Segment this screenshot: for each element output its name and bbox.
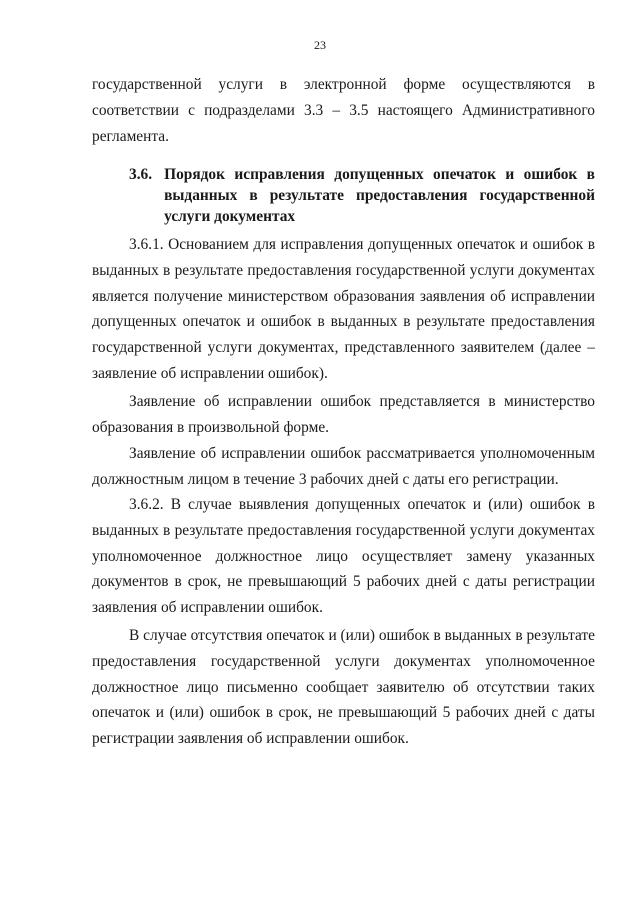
paragraph-3-6-2: 3.6.2. В случае выявления допущенных опечаток и (или) ошибок в выданных в результате предоставления государственной услуги документах уполномоченное должностное лицо осуществляет замену указанных документов в срок, не превышающий 5 рабочих дней с даты регистрации заявления об исправлении ошибок. (92, 496, 595, 617)
paragraph-application-submission: Заявление об исправлении ошибок представляется в министерство образования в произвольной форме. (92, 393, 595, 436)
page-number: 23 (314, 38, 326, 52)
section-heading (92, 164, 595, 227)
paragraph-continuation: государственной услуги в электронной форме осуществляются в соответствии с подразделами 3.3 – 3.5 настоящего Административного регламента. (92, 76, 595, 145)
paragraph-no-errors: В случае отсутствия опечаток и (или) ошибок в выданных в результате предоставления государственной услуги документах уполномоченное должностное лицо письменно сообщает заявителю об отсутствии таких опечаток и (или) ошибок в срок, не превышающий 5 рабочих дней с даты регистрации заявления об исправлении ошибок. (92, 627, 595, 748)
paragraph-application-review: Заявление об исправлении ошибок рассматривается уполномоченным должностным лицом в течение 3 рабочих дней с даты его регистрации. (92, 445, 595, 488)
section-heading-title: Порядок исправления допущенных опечаток и ошибок в выданных в результате предоставления государственной услуги документах (164, 166, 595, 225)
section-heading-number: 3.6. (129, 166, 153, 183)
paragraph-3-6-1: 3.6.1. Основанием для исправления допущенных опечаток и ошибок в выданных в результате предоставления государственной услуги документах является получение министерством образования заявления об исправлении допущенных опечаток и ошибок в выданных в результате предоставления государственной услуги документах, представленного заявителем (далее – заявление об исправлении ошибок). (92, 236, 595, 382)
